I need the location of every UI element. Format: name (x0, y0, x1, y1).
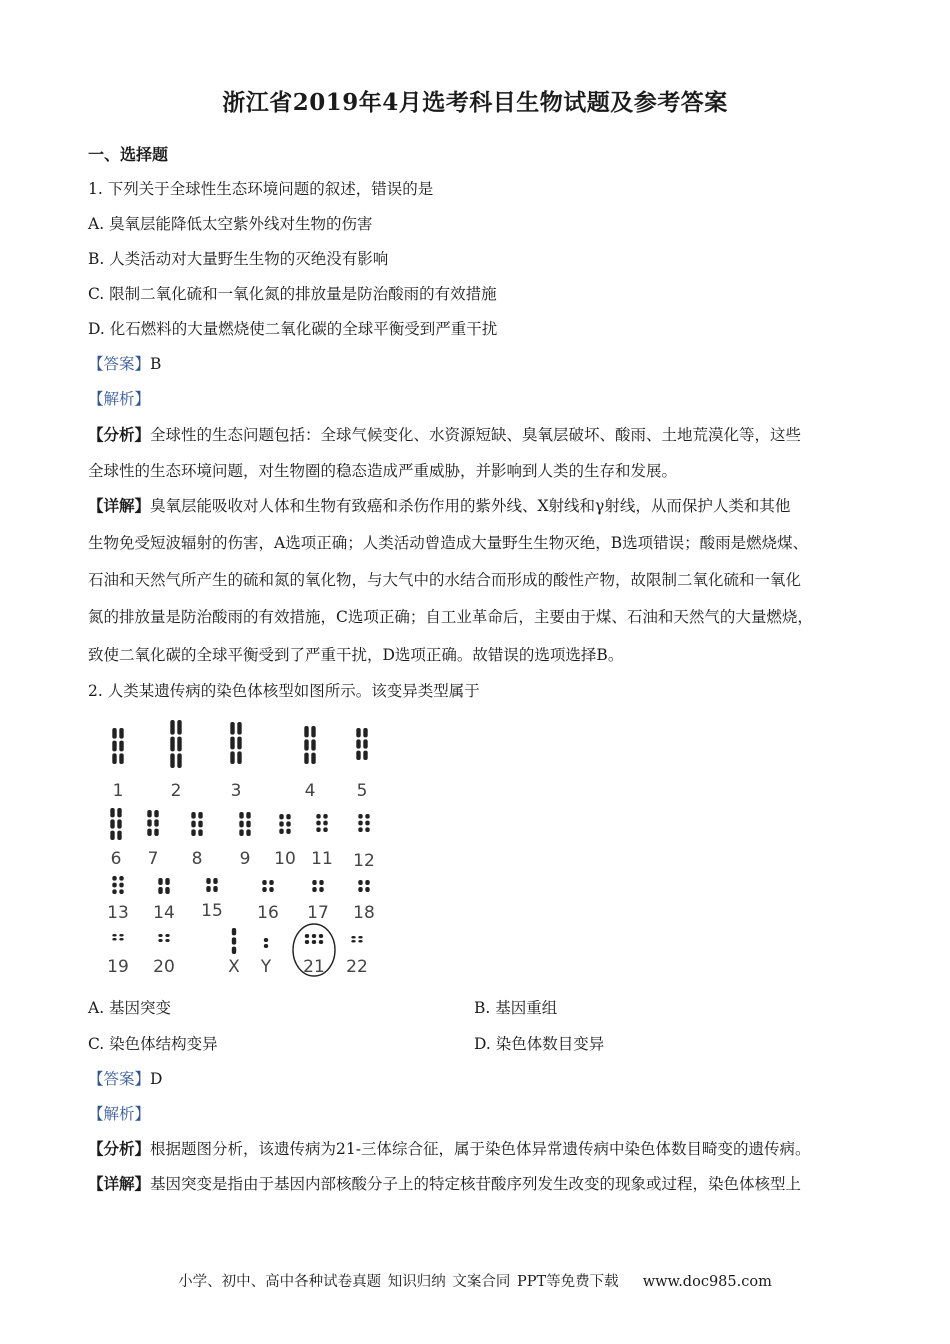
chromosome-label: Y (260, 957, 272, 977)
chromosome-band (365, 821, 369, 826)
chromosome-label: 5 (356, 781, 368, 801)
chromosome-band (119, 883, 123, 888)
chromosome-group-15 (201, 878, 223, 921)
chromosome-group-X (228, 928, 240, 977)
q1-xiangjie-line-5: 致使二氧化碳的全球平衡受到了严重干扰，D选项正确。故错误的选项选择B。 (88, 646, 624, 664)
chromosome-band (112, 938, 116, 941)
chromosome-band (304, 753, 308, 764)
chromosome-band (177, 720, 181, 735)
chromosome-band (119, 938, 123, 941)
chromosome-band (230, 751, 234, 764)
chromosome-band (286, 814, 290, 819)
chromosome-band (305, 940, 309, 944)
chromosome-band (112, 741, 116, 752)
q2-fenxi-line-1 (88, 1137, 810, 1159)
q2-answer (88, 1067, 162, 1089)
chromosome-label: 14 (153, 903, 175, 923)
chromosome-band (323, 821, 327, 826)
chromosome-band (358, 821, 362, 826)
chromosome-band (198, 812, 202, 819)
chromosome-group-4 (304, 726, 315, 801)
chromosome-band (154, 829, 158, 836)
chromosome-band (312, 880, 316, 885)
chromosome-band (147, 810, 151, 817)
chromosome-band (356, 751, 360, 760)
chromosome-band (358, 880, 362, 885)
chromosome-group-1 (112, 728, 123, 801)
xiangjie-text: 基因突变是指由于基因内部核酸分子上的特定核苷酸序列发生改变的现象或过程，染色体核型上 (150, 1175, 802, 1193)
chromosome-band (363, 728, 367, 737)
chromosome-band (177, 753, 181, 768)
chromosome-band (351, 936, 355, 939)
chromosome-label: 11 (311, 849, 333, 869)
chromosome-band (239, 821, 243, 828)
chromosome-band (312, 940, 316, 944)
chromosome-band (112, 934, 116, 937)
chromosome-band (269, 880, 273, 885)
chromosome-band (239, 812, 243, 819)
chromosome-band (356, 728, 360, 737)
chromosome-band (319, 887, 323, 892)
chromosome-group-6 (110, 808, 121, 869)
karyotype-figure (98, 716, 398, 986)
karyotype-image (98, 716, 398, 986)
chromosome-band (230, 737, 234, 750)
chromosome-label: 1 (112, 781, 124, 801)
q1-analysis-tag: 【解析】 (88, 390, 151, 408)
chromosome-label: 9 (239, 849, 251, 869)
chromosome-band (110, 808, 114, 817)
q1-answer (88, 352, 161, 374)
q1-stem: 1. 下列关于全球性生态环境问题的叙述，错误的是 (88, 180, 434, 198)
chromosome-label: 6 (110, 849, 122, 869)
chromosome-band (198, 829, 202, 836)
chromosome-band (246, 812, 250, 819)
chromosome-band (213, 878, 217, 884)
fenxi-tag: 【分析】 (88, 1139, 151, 1158)
chromosome-band (365, 827, 369, 832)
chromosome-band (213, 886, 217, 892)
fenxi-tag: 【分析】 (88, 425, 151, 444)
q1-option-c: C. 限制二氧化硫和一氧化氮的排放量是防治酸雨的有效措施 (88, 285, 497, 303)
chromosome-label: X (228, 957, 240, 977)
chromosome-group-Y (260, 938, 272, 977)
chromosome-band (117, 831, 121, 840)
fenxi-text: 全球性的生态问题包括：全球气候变化、水资源短缺、臭氧层破坏、酸雨、土地荒漠化等，这些 (150, 426, 802, 444)
chromosome-band (358, 827, 362, 832)
chromosome-band (319, 940, 323, 944)
chromosome-band (119, 889, 123, 894)
chromosome-band (365, 814, 369, 819)
q1-fenxi-line-1 (88, 423, 801, 445)
chromosome-band (112, 728, 116, 739)
chromosome-band (119, 728, 123, 739)
q1-option-b: B. 人类活动对大量野生生物的灭绝没有影响 (88, 250, 389, 268)
chromosome-band (316, 827, 320, 832)
chromosome-band (365, 887, 369, 892)
chromosome-group-12 (353, 814, 375, 871)
answer-value: D (150, 1070, 163, 1088)
xiangjie-text: 臭氧层能吸收对人体和生物有致癌和杀伤作用的紫外线、X射线和γ射线，从而保护人类和其他 (150, 497, 791, 515)
fenxi-text: 根据题图分析，该遗传病为21-三体综合征，属于染色体异常遗传病中染色体数目畸变的遗传病。 (150, 1140, 811, 1158)
chromosome-band (158, 934, 162, 937)
chromosome-group-10 (274, 814, 296, 869)
chromosome-band (191, 821, 195, 828)
chromosome-band (316, 821, 320, 826)
chromosome-band (312, 887, 316, 892)
chromosome-label: 22 (346, 957, 368, 977)
q2-analysis-tag: 【解析】 (88, 1105, 151, 1123)
chromosome-band (119, 876, 123, 881)
chromosome-group-11 (311, 814, 333, 869)
chromosome-band (117, 808, 121, 817)
answer-tag: 【答案】 (88, 1070, 151, 1088)
chromosome-group-16 (257, 880, 279, 923)
chromosome-group-20 (153, 934, 175, 977)
chromosome-label: 19 (107, 957, 129, 977)
q2-xiangjie-line-1 (88, 1172, 801, 1194)
chromosome-band (363, 751, 367, 760)
chromosome-band (165, 887, 169, 894)
chromosome-band (239, 829, 243, 836)
q1-option-a: A. 臭氧层能降低太空紫外线对生物的伤害 (88, 215, 373, 233)
chromosome-band (154, 810, 158, 817)
chromosome-label: 17 (307, 903, 329, 923)
chromosome-label: 3 (230, 781, 242, 801)
chromosome-band (154, 819, 158, 826)
q1-option-d: D. 化石燃料的大量燃烧使二氧化碳的全球平衡受到严重干扰 (88, 320, 498, 338)
chromosome-label: 4 (304, 781, 316, 801)
chromosome-group-22 (346, 936, 368, 977)
chromosome-band (198, 821, 202, 828)
chromosome-band (305, 934, 309, 938)
chromosome-group-7 (147, 810, 158, 869)
chromosome-group-17 (307, 880, 329, 923)
chromosome-band (170, 737, 174, 752)
footer-url[interactable]: www.doc985.com (642, 1274, 772, 1290)
chromosome-label: 12 (353, 851, 375, 871)
chromosome-band (112, 876, 116, 881)
chromosome-band (158, 887, 162, 894)
chromosome-band (262, 887, 266, 892)
chromosome-band (165, 939, 169, 942)
chromosome-band (165, 878, 169, 885)
answer-value: B (150, 355, 162, 373)
chromosome-group-21 (293, 924, 335, 977)
chromosome-band (147, 819, 151, 826)
chromosome-band (232, 947, 236, 954)
chromosome-group-3 (230, 722, 241, 801)
chromosome-band (323, 814, 327, 819)
chromosome-band (304, 739, 308, 750)
chromosome-band (147, 829, 151, 836)
q1-xiangjie-line-4: 氮的排放量是防治酸雨的有效措施，C选项正确；自工业革命后，主要由于煤、石油和天然气的大量燃烧， (88, 608, 813, 626)
q1-xiangjie-line-2: 生物免受短波辐射的伤害，A选项正确；人类活动曾造成大量野生生物灭绝，B选项错误；酸雨是燃烧煤、 (88, 534, 809, 552)
chromosome-group-14 (153, 878, 175, 923)
chromosome-band (358, 936, 362, 939)
answer-tag: 【答案】 (88, 355, 151, 373)
chromosome-band (311, 739, 315, 750)
chromosome-band (110, 831, 114, 840)
chromosome-band (363, 739, 367, 748)
chromosome-band (206, 886, 210, 892)
chromosome-band (358, 814, 362, 819)
chromosome-band (279, 821, 283, 826)
chromosome-group-8 (191, 812, 202, 869)
chromosome-band (119, 741, 123, 752)
chromosome-band (170, 753, 174, 768)
chromosome-band (110, 819, 114, 828)
xiangjie-tag: 【详解】 (88, 1174, 151, 1193)
chromosome-band (170, 720, 174, 735)
xiangjie-tag: 【详解】 (88, 496, 151, 515)
chromosome-band (246, 821, 250, 828)
q1-fenxi-line-2: 全球性的生态环境问题，对生物圈的稳态造成严重威胁，并影响到人类的生存和发展。 (88, 462, 678, 480)
section-heading: 一、选择题 (88, 145, 169, 164)
q1-xiangjie-line-3: 石油和天然气所产生的硫和氮的氧化物，与大气中的水结合而形成的酸性产物，故限制二氧化硫和一氧化 (88, 571, 802, 589)
chromosome-band (269, 887, 273, 892)
chromosome-group-5 (356, 728, 367, 801)
chromosome-group-2 (170, 720, 181, 801)
chromosome-band (356, 739, 360, 748)
chromosome-label: 16 (257, 903, 279, 923)
chromosome-band (304, 726, 308, 737)
q1-xiangjie-line-1 (88, 494, 790, 516)
chromosome-group-18 (353, 880, 375, 923)
chromosome-label: 8 (191, 849, 203, 869)
chromosome-band (191, 812, 195, 819)
chromosome-label: 13 (107, 903, 129, 923)
chromosome-band (112, 889, 116, 894)
chromosome-band (358, 940, 362, 943)
page-title: 浙江省2019年4月选考科目生物试题及参考答案 (222, 89, 728, 116)
chromosome-band (264, 944, 268, 948)
footer-text: 小学、初中、高中各种试卷真题 知识归纳 文案合同 PPT等免费下载 (178, 1274, 619, 1290)
chromosome-band (286, 829, 290, 834)
q2-option-a: A. 基因突变 (88, 999, 172, 1017)
chromosome-band (191, 829, 195, 836)
q2-stem: 2. 人类某遗传病的染色体核型如图所示。该变异类型属于 (88, 682, 480, 700)
chromosome-band (237, 751, 241, 764)
chromosome-band (323, 827, 327, 832)
chromosome-band (112, 753, 116, 764)
chromosome-band (232, 937, 236, 944)
chromosome-band (177, 737, 181, 752)
page-footer (0, 1270, 950, 1291)
chromosome-band (230, 722, 234, 735)
chromosome-band (165, 934, 169, 937)
chromosome-label: 2 (170, 781, 182, 801)
chromosome-group-9 (239, 812, 250, 869)
chromosome-band (365, 880, 369, 885)
chromosome-band (246, 829, 250, 836)
chromosome-label: 15 (201, 901, 223, 921)
chromosome-band (316, 814, 320, 819)
chromosome-band (264, 938, 268, 942)
chromosome-band (206, 878, 210, 884)
chromosome-label: 7 (147, 849, 159, 869)
chromosome-band (279, 814, 283, 819)
chromosome-band (312, 934, 316, 938)
chromosome-band (279, 829, 283, 834)
chromosome-band (358, 887, 362, 892)
chromosome-band (319, 880, 323, 885)
chromosome-band (158, 939, 162, 942)
chromosome-band (319, 934, 323, 938)
chromosome-band (311, 726, 315, 737)
chromosome-band (158, 878, 162, 885)
chromosome-band (237, 737, 241, 750)
chromosome-label: 20 (153, 957, 175, 977)
chromosome-band (232, 928, 236, 935)
chromosome-band (119, 934, 123, 937)
chromosome-band (112, 883, 116, 888)
chromosome-band (237, 722, 241, 735)
chromosome-band (286, 821, 290, 826)
chromosome-band (119, 753, 123, 764)
q2-option-c: C. 染色体结构变异 (88, 1035, 218, 1053)
q2-option-b: B. 基因重组 (474, 999, 558, 1017)
chromosome-group-19 (107, 934, 129, 977)
chromosome-label: 21 (303, 957, 325, 977)
chromosome-band (117, 819, 121, 828)
q2-option-d: D. 染色体数目变异 (474, 1035, 605, 1053)
chromosome-label: 18 (353, 903, 375, 923)
chromosome-band (311, 753, 315, 764)
chromosome-label: 10 (274, 849, 296, 869)
chromosome-band (351, 940, 355, 943)
chromosome-group-13 (107, 876, 129, 923)
chromosome-band (262, 880, 266, 885)
